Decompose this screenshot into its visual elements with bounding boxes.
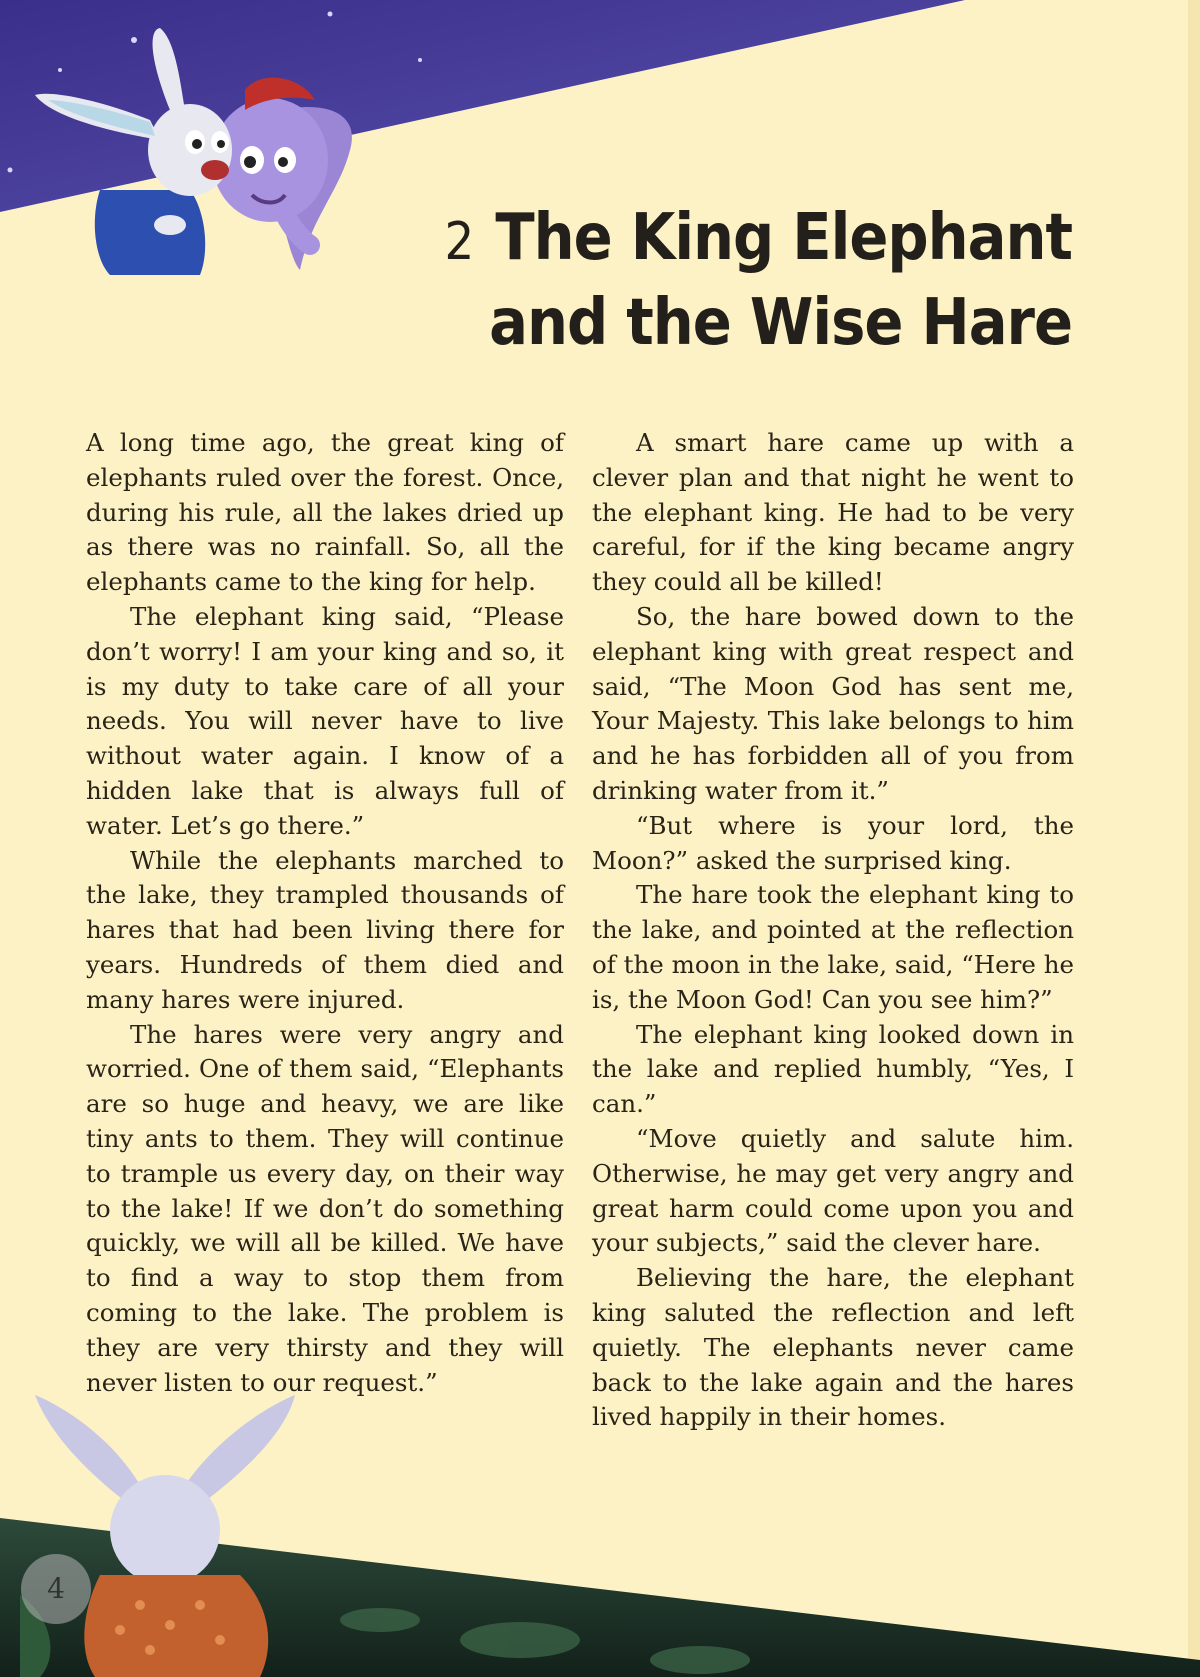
paragraph: A long time ago, the great king of elephants ruled over the forest. Once, during his rule, all the lakes dried up as there was no rainfall. So, all the elephants came to the king for help. — [86, 428, 564, 597]
paragraph: The hare took the elephant king to the lake, and pointed at the reflection of the moon in the lake, said, “Here he is, the Moon God! Can you see him?” — [592, 880, 1074, 1014]
paragraph: A smart hare came up with a clever plan and that night he went to the elephant king. He had to be very careful, for if the king became angry they could all be killed! — [592, 428, 1074, 597]
hare-and-elephant-illustration — [30, 20, 370, 280]
chapter-title-text-1: The King Elephant — [495, 201, 1072, 275]
paragraph: The elephant king said, “Please don’t worry! I am your king and so, it is my duty to take care of all your needs. You will never have to live without water again. I know of a hidden lake that is always full of water. Let’s go there.” — [86, 601, 564, 840]
hare-back-illustration — [20, 1365, 310, 1677]
chapter-title-line2: and the Wise Hare — [489, 286, 1072, 360]
page-number: 4 — [21, 1554, 91, 1624]
paragraph: While the elephants marched to the lake, they trampled thousands of hares that had been living there for years. Hundreds of them died and many hares were injured. — [86, 845, 564, 1014]
story-column-right — [592, 426, 1074, 1435]
story-column-left — [86, 426, 564, 1400]
paragraph: The elephant king looked down in the lake and replied humbly, “Yes, I can.” — [592, 1019, 1074, 1119]
chapter-number: 2 — [444, 212, 474, 272]
paragraph: “Move quietly and salute him. Otherwise, he may get very angry and great harm could come upon you and your subjects,” said the clever hare. — [592, 1123, 1074, 1258]
paragraph: “But where is your lord, the Moon?” asked the surprised king. — [592, 810, 1074, 875]
paragraph: The hares were very angry and worried. One of them said, “Elephants are so huge and heavy, we are like tiny ants to them. They will continue to trample us every day, on their way to the lake! If we don’t do something quickly, we will all be killed. We have to find a way to stop them from coming to the lake. The problem is they are very thirsty and they will never listen to our request.” — [86, 1019, 564, 1397]
paragraph: Believing the hare, the elephant king saluted the reflection and left quietly. The elephants never came back to the lake again and the hares lived happily in their homes. — [592, 1263, 1074, 1432]
chapter-title-line1 — [445, 200, 1072, 280]
paragraph: So, the hare bowed down to the elephant king with great respect and said, “The Moon God has sent me, Your Majesty. This lake belongs to him and he has forbidden all of you from drinking water from it.” — [592, 601, 1074, 805]
chapter-heading — [445, 200, 1072, 366]
